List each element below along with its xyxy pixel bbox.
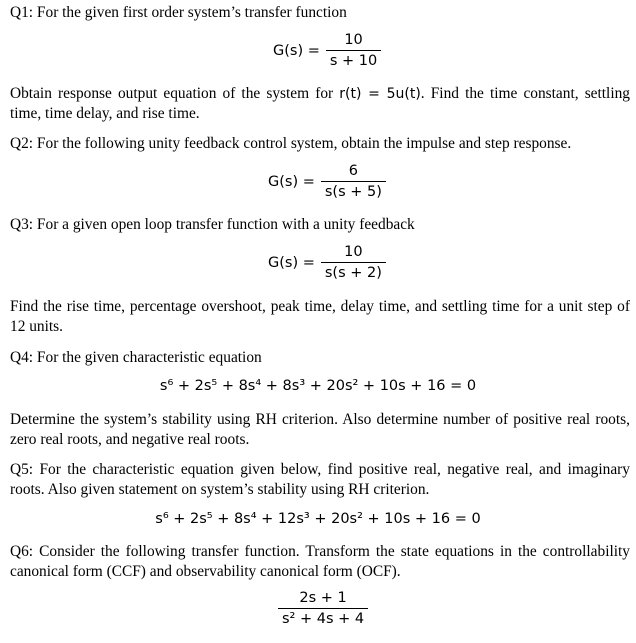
q2-prompt: Q2: For the following unity feedback control system, obtain the impulse and step response. [10, 135, 572, 152]
q2-numerator: 6 [348, 163, 358, 179]
q3-prompt: Q3: For a given open loop transfer function with a unity feedback [10, 216, 415, 233]
q6-fraction [278, 590, 368, 627]
q3-denominator: s(s + 2) [321, 262, 386, 281]
q4-body: Determine the system’s stability using RH criterion. Also determine number of positive real roots, zero real roots, and negative real roots. [10, 411, 630, 448]
q1-body-math: r(t) = 5u(t) [339, 86, 421, 102]
q3-transfer-function [268, 244, 386, 281]
q1-body-post: . Find the time constant, settling time, time delay, and rise time. [10, 85, 631, 122]
q3-numerator: 10 [344, 244, 363, 260]
q3-eq-lhs: G(s) = [268, 254, 315, 271]
q3-body: Find the rise time, percentage overshoot, peak time, delay time, and settling time for a unit step of 12 units. [10, 298, 630, 335]
q6-numerator: 2s + 1 [299, 590, 347, 606]
q1-numerator: 10 [344, 32, 363, 48]
q5-prompt: Q5: For the characteristic equation given below, find positive real, negative real, and imaginary roots. Also given statement on system’s stability using RH criterion. [10, 461, 630, 498]
q2-fraction [321, 163, 386, 200]
q1-eq-lhs: G(s) = [273, 42, 320, 59]
q6-transfer-function [278, 590, 368, 627]
q4-prompt: Q4: For the given characteristic equation [10, 349, 262, 366]
q2-eq-lhs: G(s) = [268, 173, 315, 190]
q1-prompt: Q1: For the given first order system’s transfer function [10, 4, 347, 21]
q1-fraction [326, 32, 381, 69]
q1-denominator: s + 10 [326, 50, 381, 69]
q1-transfer-function [273, 32, 381, 69]
q3-fraction [321, 244, 386, 281]
q2-denominator: s(s + 5) [321, 181, 386, 200]
q6-denominator: s² + 4s + 4 [278, 608, 368, 627]
q2-transfer-function [268, 163, 386, 200]
q5-characteristic-equation: s⁶ + 2s⁵ + 8s⁴ + 12s³ + 20s² + 10s + 16 = 0 [155, 511, 481, 527]
q6-prompt: Q6: Consider the following transfer function. Transform the state equations in the controllability canonical form (CCF) and observability canonical form (OCF). [10, 543, 630, 580]
q1-body [10, 84, 630, 124]
q4-characteristic-equation: s⁶ + 2s⁵ + 8s⁴ + 8s³ + 20s² + 10s + 16 = 0 [159, 378, 477, 394]
q1-body-pre: Obtain response output equation of the system for [10, 85, 340, 102]
